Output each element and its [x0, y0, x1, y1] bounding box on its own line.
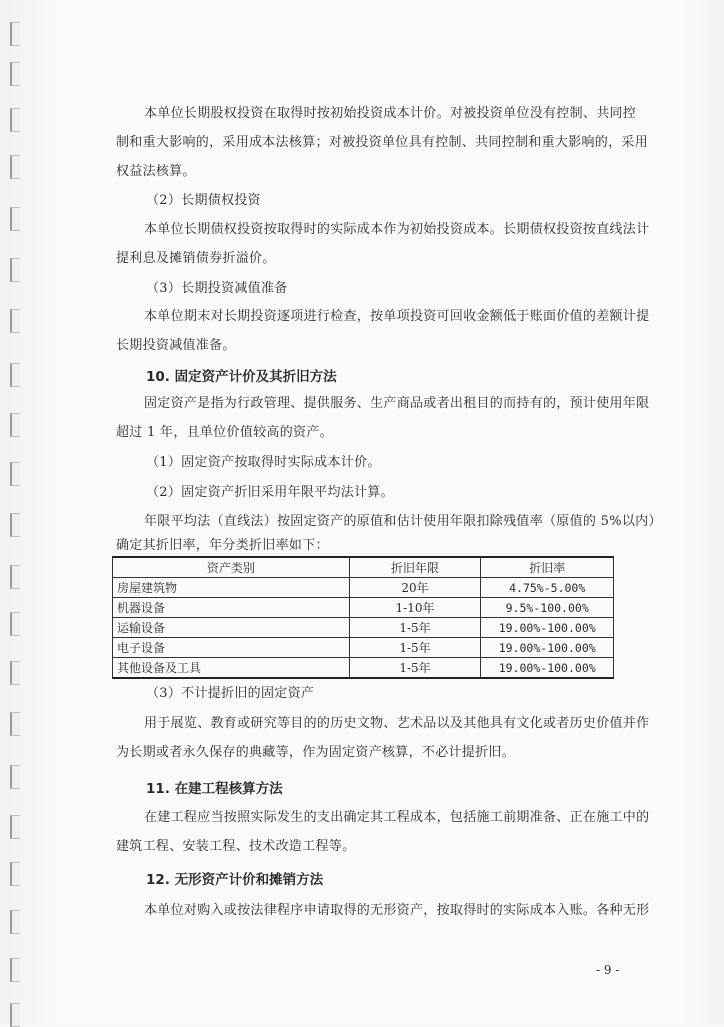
paragraph-line: 超过 1 年，且单位价值较高的资产。	[116, 425, 333, 440]
paragraph-line: 为长期或者永久保存的典藏等，作为固定资产核算，不必计提折旧。	[116, 745, 516, 760]
paragraph-line: 本单位期末对长期投资逐项进行检查，按单项投资可回收金额低于账面价值的差额计提	[144, 309, 650, 324]
table-header-cell: 折旧年限	[349, 557, 481, 578]
paragraph-line: 本单位长期股权投资在取得时按初始投资成本计价。对被投资单位没有控制、共同控	[144, 106, 637, 121]
table-cell: 1-5年	[349, 658, 481, 679]
table-row	[113, 578, 614, 598]
binding-marks	[10, 0, 24, 1024]
list-item: （1）固定资产按取得时实际成本计价。	[146, 455, 381, 470]
table-cell: 1-5年	[349, 618, 481, 638]
paragraph-line: 年限平均法（直线法）按固定资产的原值和估计使用年限扣除残值率（原值的 5%以内）	[144, 514, 662, 529]
list-item: （2）长期债权投资	[146, 193, 261, 208]
table-row	[113, 638, 614, 658]
paragraph-line: 建筑工程、安装工程、技术改造工程等。	[116, 839, 356, 854]
table-cell: 其他设备及工具	[113, 658, 350, 679]
table-cell: 1-10年	[349, 598, 481, 618]
paragraph-line: 固定资产是指为行政管理、提供服务、生产商品或者出租目的而持有的，预计使用年限	[144, 396, 650, 411]
table-header-cell: 折旧率	[481, 557, 614, 578]
table-cell: 1-5年	[349, 638, 481, 658]
table-row	[113, 598, 614, 618]
list-item: （2）固定资产折旧采用年限平均法计算。	[146, 485, 394, 500]
table-cell: 19.00%-100.00%	[481, 618, 614, 638]
paragraph-line: 权益法核算。	[116, 164, 196, 179]
table-header-cell: 资产类别	[113, 557, 350, 578]
paragraph-line: 本单位对购入或按法律程序申请取得的无形资产，按取得时的实际成本入账。各种无形	[144, 903, 650, 918]
paragraph-line: 确定其折旧率，年分类折旧率如下：	[116, 538, 329, 553]
paragraph-line: 制和重大影响的，采用成本法核算；对被投资单位具有控制、共同控制和重大影响的，采用	[116, 135, 649, 150]
table-cell: 运输设备	[113, 618, 350, 638]
section-heading: 11. 在建工程核算方法	[146, 781, 283, 797]
table-cell: 4.75%-5.00%	[481, 578, 614, 598]
table-cell: 机器设备	[113, 598, 350, 618]
section-heading: 12. 无形资产计价和摊销方法	[146, 872, 324, 888]
table-cell: 19.00%-100.00%	[481, 658, 614, 679]
table-row	[113, 618, 614, 638]
table-cell: 9.5%-100.00%	[481, 598, 614, 618]
depreciation-table	[112, 556, 614, 679]
paragraph-line: 长期投资减值准备。	[116, 338, 236, 353]
list-item: （3）长期投资减值准备	[146, 281, 288, 296]
paragraph-line: 在建工程应当按照实际发生的支出确定其工程成本，包括施工前期准备、正在施工中的	[144, 810, 650, 825]
paragraph-line: 用于展览、教育或研究等目的的历史文物、艺术品以及其他具有文化或者历史价值并作	[144, 716, 650, 731]
page-number: - 9 -	[596, 963, 620, 977]
table-cell: 20年	[349, 578, 481, 598]
table-cell: 房屋建筑物	[113, 578, 350, 598]
table-cell: 电子设备	[113, 638, 350, 658]
table-row	[113, 658, 614, 679]
paragraph-line: 提利息及摊销债券折溢价。	[116, 251, 276, 266]
table-header-row	[113, 557, 614, 578]
paragraph-line: 本单位长期债权投资按取得时的实际成本作为初始投资成本。长期债权投资按直线法计	[144, 222, 650, 237]
table-cell: 19.00%-100.00%	[481, 638, 614, 658]
section-heading: 10. 固定资产计价及其折旧方法	[146, 369, 337, 385]
list-item: （3）不计提折旧的固定资产	[146, 686, 315, 701]
